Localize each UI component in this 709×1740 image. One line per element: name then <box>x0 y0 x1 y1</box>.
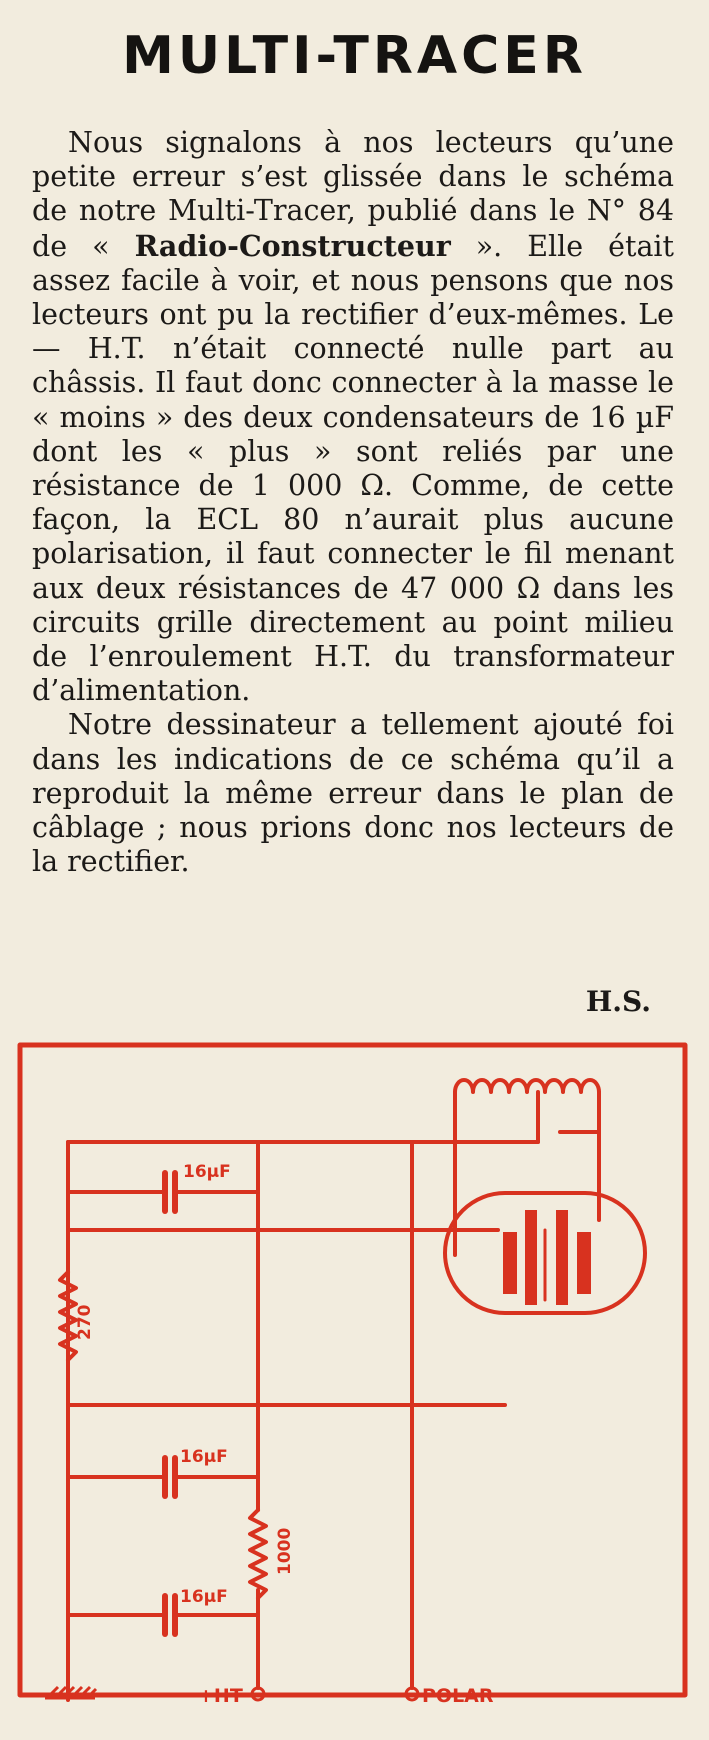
author-signature: H.S. <box>585 985 651 1018</box>
schematic-diagram <box>0 1040 709 1740</box>
valve-cathode-right <box>577 1232 591 1294</box>
res-right-label: 1000 <box>275 1527 295 1575</box>
article-body <box>32 126 674 879</box>
res-left-label: 270 <box>75 1304 95 1340</box>
magazine-name: Radio-Constructeur <box>134 228 451 263</box>
ground-icon <box>45 1687 96 1697</box>
paragraph-1 <box>32 126 674 708</box>
paragraph-1-text-b: ». Elle était assez facile à voir, et nous pensons que nos lecteurs ont pu la rectifier d’eux-mêmes. Le — H.T. n’était connecté nulle part au châssis. Il faut donc connecter à la masse le « moins » des deux condensateurs de 16 µF dont les « plus » sont reliés par une résistance de 1 000 Ω. Comme, de cette façon, la ECL 80 n’aurait plus aucune polarisation, il faut connecter le fil menant aux deux résistances de 47 000 Ω dans les circuits grille directement au point milieu de l’enroulement H.T. du transformateur d’alimentation. <box>32 229 675 708</box>
transformer-winding <box>455 1080 599 1092</box>
paragraph-1-text-a: Nous signalons à nos lecteurs qu’une petite erreur s’est glissée dans le schéma de notre Multi-Tracer, publié dans le N° 84 de « <box>32 126 674 263</box>
paragraph-2: Notre dessinateur a tellement ajouté foi dans les indications de ce schéma qu’il a reproduit la même erreur dans le plan de câblage ; nous prions donc nos lecteurs de la rectifier. <box>32 708 674 879</box>
terminal-ht-label: +HT <box>198 1685 243 1707</box>
resistor-1000 <box>250 1510 266 1598</box>
article-title: MULTI-TRACER <box>122 26 587 86</box>
terminal-polar-label: POLAR <box>422 1685 494 1707</box>
cap-bot-label: 16µF <box>180 1587 228 1607</box>
valve-anode-left <box>525 1210 537 1305</box>
valve-cathode-left <box>503 1232 517 1294</box>
cap-mid-label: 16µF <box>180 1447 228 1467</box>
valve-anode-right <box>556 1210 568 1305</box>
resistor-270 <box>60 1272 76 1360</box>
cap-top-label: 16µF <box>183 1162 231 1182</box>
